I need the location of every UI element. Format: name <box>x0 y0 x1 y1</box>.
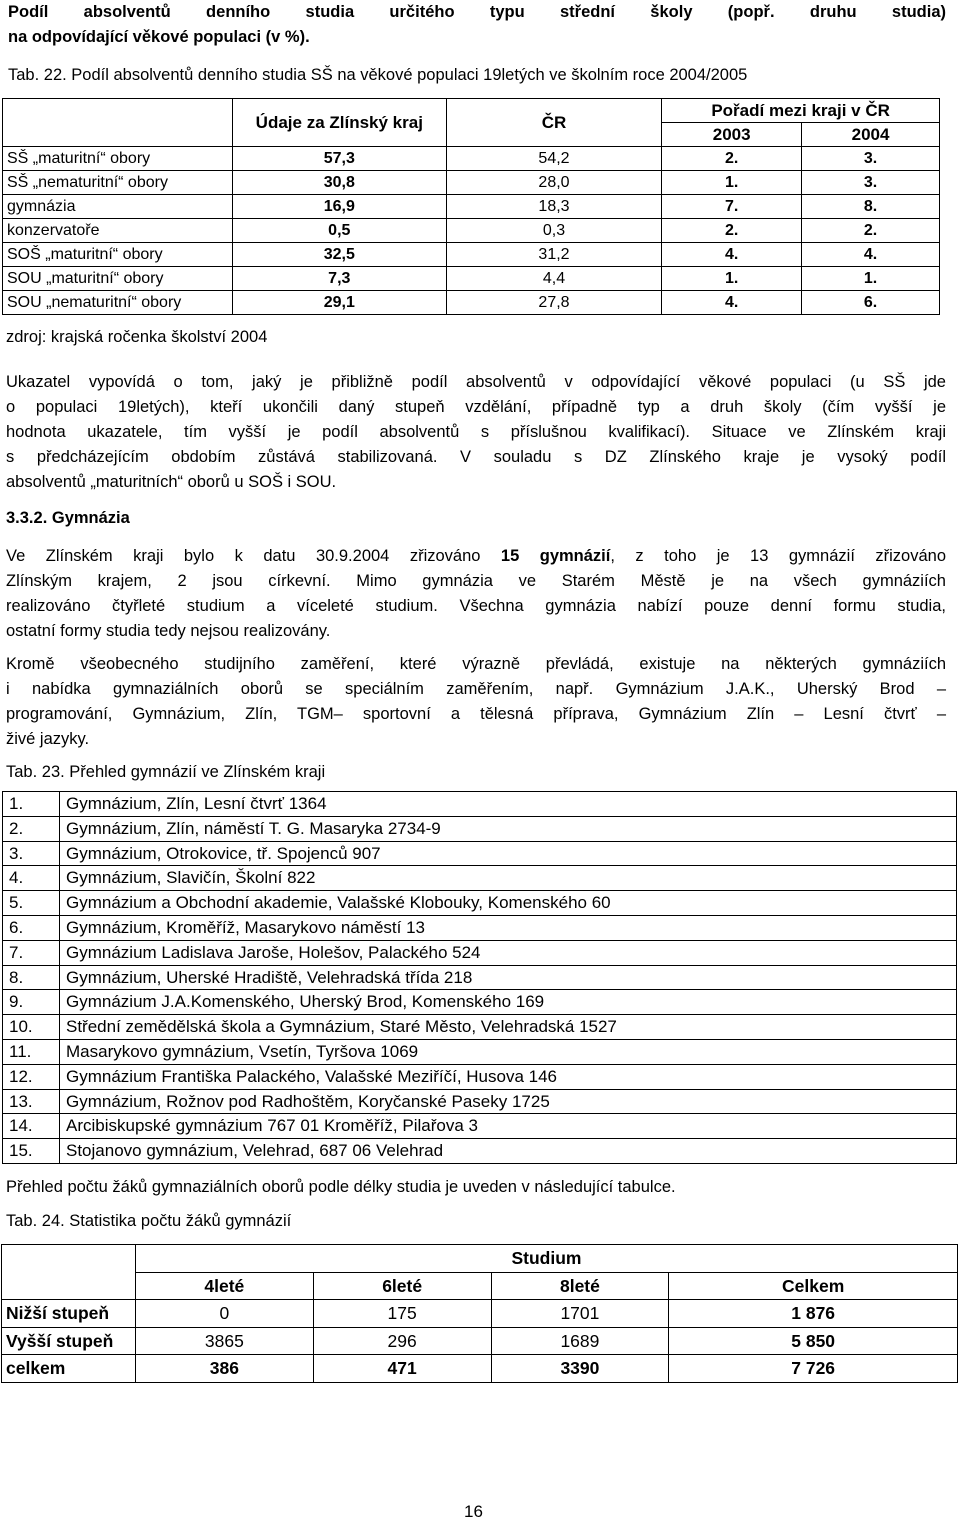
cell-total: 5 850 <box>669 1327 958 1355</box>
cell-cr: 28,0 <box>446 171 661 195</box>
page-number: 16 <box>464 1502 483 1521</box>
row-number: 7. <box>3 940 60 965</box>
cell-rank-2004: 3. <box>802 147 940 171</box>
cell-6lete: 296 <box>313 1327 491 1355</box>
table-row <box>3 267 940 291</box>
paragraph-line: o populaci 19letých), kteří ukončili daný stupeň vzdělání, případně typ a druh školy (čím vyšší je <box>6 398 946 416</box>
cell-cr: 18,3 <box>446 195 661 219</box>
tab24-col-header: 4leté <box>135 1272 313 1300</box>
table-row <box>3 915 957 940</box>
cell-rank-2004: 8. <box>802 195 940 219</box>
cell-zlin: 32,5 <box>232 243 446 267</box>
cell-rank-2003: 4. <box>662 243 802 267</box>
row-label: konzervatoře <box>3 219 233 243</box>
row-number: 8. <box>3 965 60 990</box>
table-row <box>3 1039 957 1064</box>
cell-rank-2003: 1. <box>662 267 802 291</box>
cell-total: 7 726 <box>669 1355 958 1383</box>
tab22-year-2003: 2003 <box>662 123 802 147</box>
cell-cr: 54,2 <box>446 147 661 171</box>
cell-rank-2004: 6. <box>802 291 940 315</box>
cell-rank-2003: 7. <box>662 195 802 219</box>
school-name: Gymnázium, Zlín, náměstí T. G. Masaryka 2734-9 <box>60 816 957 841</box>
tab22-col-zlin: Údaje za Zlínský kraj <box>232 99 446 147</box>
cell-zlin: 57,3 <box>232 147 446 171</box>
table-row <box>3 1064 957 1089</box>
cell-4lete: 0 <box>135 1300 313 1328</box>
paragraph-line: ostatní formy studia tedy nejsou realizovány. <box>6 622 331 640</box>
table-row <box>3 940 957 965</box>
cell-4lete: 3865 <box>135 1327 313 1355</box>
paragraph-line: hodnota ukazatele, tím vyšší je podíl absolventů s příslušnou kvalifikací). Situace ve Zlínském kraji <box>6 423 946 441</box>
row-number: 1. <box>3 792 60 817</box>
tab23-table <box>2 791 957 1164</box>
cell-rank-2004: 3. <box>802 171 940 195</box>
tab24-caption: Tab. 24. Statistika počtu žáků gymnázií <box>6 1212 292 1230</box>
table-row <box>3 1139 957 1164</box>
cell-cr: 0,3 <box>446 219 661 243</box>
paragraph-line: realizováno čtyřleté studium a víceleté studium. Všechna gymnázia nabízí pouze denní formu studia, <box>6 597 946 615</box>
row-label: Vyšší stupeň <box>2 1327 136 1355</box>
tab23-caption: Tab. 23. Přehled gymnázií ve Zlínském kraji <box>6 763 326 781</box>
tab24-col-header: Celkem <box>669 1272 958 1300</box>
paragraph-line: absolventů „maturitních“ oborů u SOŠ i SOU. <box>6 473 337 491</box>
row-label: SOU „nematuritní“ obory <box>3 291 233 315</box>
school-name: Gymnázium Ladislava Jaroše, Holešov, Palackého 524 <box>60 940 957 965</box>
tab22-source: zdroj: krajská ročenka školství 2004 <box>6 328 268 346</box>
school-name: Gymnázium, Rožnov pod Radhoštěm, Koryčanské Paseky 1725 <box>60 1089 957 1114</box>
row-number: 6. <box>3 915 60 940</box>
table-row <box>3 1015 957 1040</box>
school-name: Gymnázium, Uherské Hradiště, Velehradská třída 218 <box>60 965 957 990</box>
cell-rank-2003: 1. <box>662 171 802 195</box>
row-label: SŠ „nematuritní“ obory <box>3 171 233 195</box>
row-number: 10. <box>3 1015 60 1040</box>
paragraph-line <box>6 544 946 569</box>
tab24-table <box>1 1244 958 1383</box>
cell-zlin: 7,3 <box>232 267 446 291</box>
school-name: Gymnázium Františka Palackého, Valašské Meziříčí, Husova 146 <box>60 1064 957 1089</box>
paragraph-line: i nabídka gymnaziálních oborů se speciálním zaměřením, např. Gymnázium J.A.K., Uherský Brod – <box>6 680 946 698</box>
row-number: 14. <box>3 1114 60 1139</box>
cell-6lete: 471 <box>313 1355 491 1383</box>
cell-rank-2003: 4. <box>662 291 802 315</box>
row-number: 9. <box>3 990 60 1015</box>
row-label: SOU „maturitní“ obory <box>3 267 233 291</box>
paragraph-gymnazia <box>6 544 946 644</box>
gymnazia-count: 15 gymnázií <box>500 547 611 565</box>
school-name: Gymnázium, Zlín, Lesní čtvrť 1364 <box>60 792 957 817</box>
school-name: Masarykovo gymnázium, Vsetín, Tyršova 1069 <box>60 1039 957 1064</box>
cell-rank-2003: 2. <box>662 219 802 243</box>
intro-title-line: na odpovídající věkové populaci (v %). <box>8 28 310 46</box>
cell-zlin: 16,9 <box>232 195 446 219</box>
row-number: 5. <box>3 891 60 916</box>
table-row <box>3 291 940 315</box>
paragraph-line: s předcházejícím obdobím zůstává stabilizovaná. V souladu s DZ Zlínského kraje je vysoký podíl <box>6 448 946 466</box>
cell-rank-2004: 2. <box>802 219 940 243</box>
table-row <box>3 891 957 916</box>
school-name: Gymnázium, Kroměříž, Masarykovo náměstí 13 <box>60 915 957 940</box>
paragraph-line: Kromě všeobecného studijního zaměření, které výrazně převládá, existuje na některých gymnáziích <box>6 655 946 673</box>
table-row <box>3 1114 957 1139</box>
cell-4lete: 386 <box>135 1355 313 1383</box>
intro-title <box>8 0 946 50</box>
cell-rank-2004: 4. <box>802 243 940 267</box>
cell-cr: 4,4 <box>446 267 661 291</box>
table-row <box>3 841 957 866</box>
cell-cr: 31,2 <box>446 243 661 267</box>
paragraph-line: programování, Gymnázium, Zlín, TGM– sportovní a tělesná příprava, Gymnázium Zlín – Lesní čtvrť – <box>6 705 946 723</box>
cell-cr: 27,8 <box>446 291 661 315</box>
row-number: 15. <box>3 1139 60 1164</box>
table-row <box>3 990 957 1015</box>
cell-rank-2003: 2. <box>662 147 802 171</box>
tab22-col-cr: ČR <box>446 99 661 147</box>
paragraph-indicator <box>6 370 946 495</box>
table-row <box>3 219 940 243</box>
row-number: 4. <box>3 866 60 891</box>
school-name: Arcibiskupské gymnázium 767 01 Kroměříž, Pilařova 3 <box>60 1114 957 1139</box>
row-label: celkem <box>2 1355 136 1383</box>
tab24-col-header: 8leté <box>491 1272 669 1300</box>
table-row <box>2 1300 958 1328</box>
table-row <box>3 816 957 841</box>
paragraph-overview: Přehled počtu žáků gymnaziálních oborů podle délky studia je uveden v následující tabulce. <box>6 1178 676 1196</box>
table-row <box>3 1089 957 1114</box>
cell-rank-2004: 1. <box>802 267 940 291</box>
tab22-col-rank: Pořadí mezi kraji v ČR <box>662 99 940 123</box>
paragraph-line: živé jazyky. <box>6 730 90 748</box>
cell-zlin: 0,5 <box>232 219 446 243</box>
row-number: 12. <box>3 1064 60 1089</box>
row-label: SOŠ „maturitní“ obory <box>3 243 233 267</box>
school-name: Gymnázium a Obchodní akademie, Valašské Klobouky, Komenského 60 <box>60 891 957 916</box>
tab24-corner <box>2 1245 136 1300</box>
tab22-corner <box>3 99 233 147</box>
table-row <box>3 866 957 891</box>
tab22-year-2004: 2004 <box>802 123 940 147</box>
tab22-table <box>2 98 940 315</box>
school-name: Stojanovo gymnázium, Velehrad, 687 06 Velehrad <box>60 1139 957 1164</box>
table-row <box>3 965 957 990</box>
text-run: , z toho je 13 gymnázií zřizováno <box>610 547 946 565</box>
cell-total: 1 876 <box>669 1300 958 1328</box>
cell-8lete: 1701 <box>491 1300 669 1328</box>
text-run: Ve Zlínském kraji bylo k datu 30.9.2004 zřizováno <box>6 547 501 565</box>
table-row <box>2 1355 958 1383</box>
row-number: 13. <box>3 1089 60 1114</box>
paragraph-specializations <box>6 652 946 752</box>
school-name: Gymnázium J.A.Komenského, Uherský Brod, Komenského 169 <box>60 990 957 1015</box>
intro-title-line: Podíl absolventů denního studia určitého typu střední školy (popř. druhu studia) <box>8 3 946 21</box>
paragraph-line: Zlínským krajem, 2 jsou církevní. Mimo gymnázia ve Starém Městě je na všech gymnáziích <box>6 572 946 590</box>
school-name: Střední zemědělská škola a Gymnázium, Staré Město, Velehradská 1527 <box>60 1015 957 1040</box>
table-row <box>3 243 940 267</box>
row-number: 3. <box>3 841 60 866</box>
row-label: SŠ „maturitní“ obory <box>3 147 233 171</box>
tab22-caption: Tab. 22. Podíl absolventů denního studia SŠ na věkové populaci 19letých ve školním roce 2004/2005 <box>8 66 748 84</box>
paragraph-line: Ukazatel vypovídá o tom, jaký je přibližně podíl absolventů v odpovídající věkové populaci (u SŠ jde <box>6 373 946 391</box>
table-row <box>3 171 940 195</box>
cell-8lete: 1689 <box>491 1327 669 1355</box>
row-label: Nižší stupeň <box>2 1300 136 1328</box>
section-heading: 3.3.2. Gymnázia <box>6 509 130 527</box>
cell-zlin: 30,8 <box>232 171 446 195</box>
cell-zlin: 29,1 <box>232 291 446 315</box>
tab24-col-header: 6leté <box>313 1272 491 1300</box>
school-name: Gymnázium, Slavičín, Školní 822 <box>60 866 957 891</box>
row-label: gymnázia <box>3 195 233 219</box>
cell-8lete: 3390 <box>491 1355 669 1383</box>
row-number: 2. <box>3 816 60 841</box>
row-number: 11. <box>3 1039 60 1064</box>
cell-6lete: 175 <box>313 1300 491 1328</box>
tab24-studium-header: Studium <box>135 1245 957 1273</box>
table-row <box>3 792 957 817</box>
table-row <box>2 1327 958 1355</box>
table-row <box>3 195 940 219</box>
table-row <box>3 147 940 171</box>
school-name: Gymnázium, Otrokovice, tř. Spojenců 907 <box>60 841 957 866</box>
